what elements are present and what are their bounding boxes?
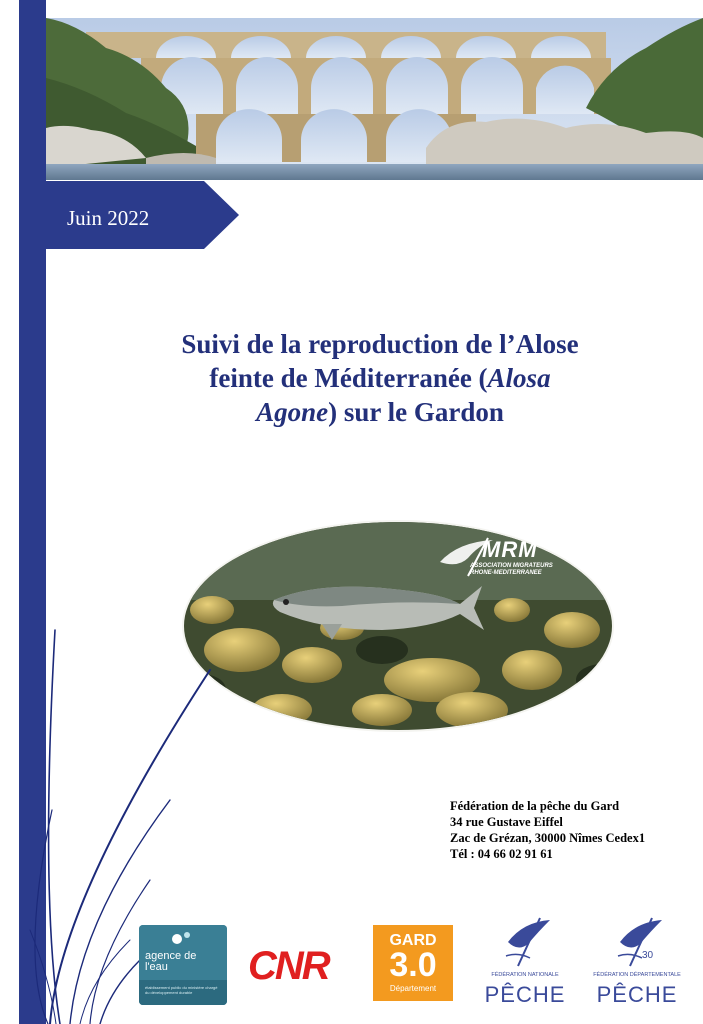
pont-du-gard-banner-image bbox=[46, 18, 703, 180]
address-organization: Fédération de la pêche du Gard bbox=[450, 799, 620, 813]
agence-de-leau-logo bbox=[139, 925, 227, 1005]
peche-department-number: 30 bbox=[642, 950, 654, 961]
address-block bbox=[450, 798, 645, 862]
agence-logo-subtitle: établissement public du ministère chargé du développement durable bbox=[145, 985, 218, 995]
gard-departement-logo bbox=[373, 925, 453, 1001]
mrm-logo-subtitle: ASSOCIATION MIGRATEURS RHONE-MEDITERRANEE bbox=[470, 563, 553, 576]
address-street: 34 rue Gustave Eiffel bbox=[450, 815, 563, 829]
cnr-logo: CNR bbox=[248, 944, 329, 988]
address-phone: Tél : 04 66 02 91 61 bbox=[450, 847, 553, 861]
fish-icon bbox=[590, 912, 684, 970]
gard-logo-subtitle: Département bbox=[389, 984, 437, 993]
federation-nationale-peche-logo bbox=[478, 912, 572, 1008]
title-species-name: Agone bbox=[256, 397, 329, 427]
title-species-genus: Alosa bbox=[487, 363, 551, 393]
peche-departemental-subtitle: FÉDÉRATION DÉPARTEMENTALE bbox=[593, 972, 681, 978]
gard-logo-title: GARD bbox=[389, 932, 437, 949]
title-line-1: Suivi de la reproduction de l’Alose bbox=[181, 329, 579, 359]
gard-logo-number: 3.0 bbox=[389, 946, 437, 984]
peche-national-title: PÊCHE bbox=[484, 982, 566, 1007]
report-date: Juin 2022 bbox=[67, 206, 150, 230]
agence-logo-text: agence de l'eau bbox=[145, 950, 197, 973]
address-city: Zac de Grézan, 30000 Nîmes Cedex1 bbox=[450, 831, 646, 845]
peche-national-subtitle: FÉDÉRATION NATIONALE bbox=[491, 972, 559, 978]
fish-icon bbox=[478, 912, 572, 970]
title-line-3: ) sur le Gardon bbox=[328, 397, 504, 427]
federation-departementale-peche-logo bbox=[590, 912, 684, 1008]
title-line-2: feinte de Méditerranée ( bbox=[209, 363, 488, 393]
peche-departemental-title: PÊCHE bbox=[596, 982, 678, 1007]
document-title bbox=[120, 327, 640, 429]
mrm-logo-text: MRM bbox=[482, 537, 538, 562]
